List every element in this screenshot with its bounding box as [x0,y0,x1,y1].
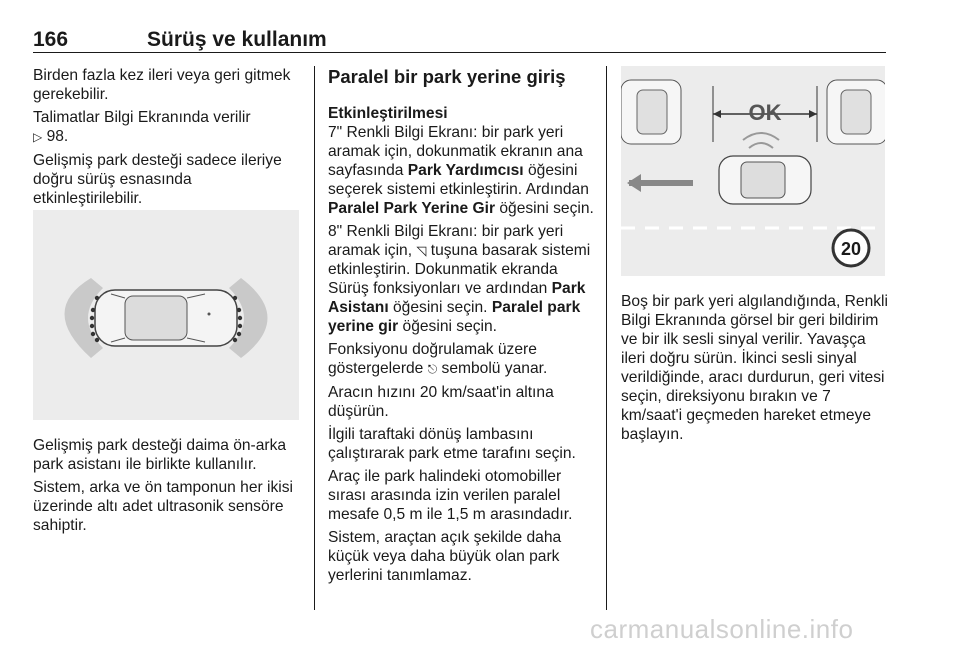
reference-arrow-icon[interactable]: ▷ [33,130,43,144]
section-heading: Paralel bir park yerine giriş [328,66,566,87]
column-divider-right [606,66,607,610]
paragraph: Gelişmiş park desteği daima ön-arka park asistanı ile birlikte kullanılır. [33,437,287,473]
left-column-lower [33,436,303,539]
menu-item-park-assist: Park Yardımcısı [407,162,524,179]
parallel-parking-figure [621,66,885,276]
paragraph: Sistem, araçtan açık şekilde daha küçük veya daha büyük olan park yerlerini tanımlamaz. [328,529,562,584]
paragraph: Sistem, arka ve ön tamponun her ikisi üzerinde altı adet ultrasonik sensöre sahiptir. [33,479,294,534]
paragraph: Boş bir park yeri algılandığında, Renkli Bilgi Ekranında görsel bir geri bildirim ve bir ilk sesli sinyal verilir. Yavaşça ileri doğru sürün. İkinci sesli sinyal verildiğinde, aracı durdurun, geri vitesi seçin, direksiyonu bırakın ve 7 km/saat'i geçmeden hareket etmeye başlayın. [621,293,888,443]
speed-limit-value: 20 [840,239,862,259]
parking-scene-illustration [621,66,885,276]
page-number: 166 [33,28,69,51]
watermark: carmanualsonline.info [590,614,854,644]
menu-item-park-assistant: Park Asistanı [328,280,586,316]
left-column [33,66,303,212]
car-wheel-icon: ◹ [416,243,427,258]
header-rule [33,52,886,53]
page-header [33,28,886,52]
page-reference[interactable]: 98. [46,128,69,145]
menu-item-parallel-park: Paralel Park Yerine Gir [328,200,496,217]
paragraph: Araç ile park halindeki otomobiller sırası arasında izin verilen paralel mesafe 0,5 m ile 1,5 m arasındadır. [328,468,573,523]
car-roof [125,296,187,340]
paragraph: Aracın hızını 20 km/saat'in altına düşürün. [328,384,554,420]
section-title: Sürüş ve kullanım [147,28,327,51]
parking-car-symbol-icon: ⎋ [427,362,438,376]
paragraph [33,108,303,147]
ok-label: OK [748,100,782,125]
right-column [621,292,889,448]
menu-item-enter-parallel: Paralel park yerine gir [328,299,581,335]
paragraph: Fonksiyonu doğrulamak üzere göstergelerde ⎋ sembolü yanar. [328,341,548,377]
sensor-zones-figure [33,210,299,420]
column-divider-left [314,66,315,610]
car-top-view-illustration [33,210,299,420]
paragraph: Gelişmiş park desteği sadece ileriye doğru sürüş esnasında etkinleştirilebilir. [33,152,282,207]
paragraph: 8" Renkli Bilgi Ekranı: bir park yeri aramak için, ◹ tuşuna basarak sistemi etkinleştirin. Dokunmatik ekranda Sürüş fonksiyonları ve ardından Park Asistanı öğesini seçin. Paralel park yerine gir öğesini seçin. [328,223,591,335]
subheading: Etkinleştirilmesi [328,105,448,122]
paragraph-text: Talimatlar Bilgi Ekranında verilir [33,109,251,126]
middle-column [328,66,600,589]
paragraph: 7" Renkli Bilgi Ekranı: bir park yeri aramak için, dokunmatik ekranın ana sayfasında Park Yardımcısı öğesini seçerek sistemi etkinleştirin. Ardından Paralel Park Yerine Gir öğesini seçin. [328,124,594,217]
paragraph: İlgili taraftaki dönüş lambasını çalıştırarak park etme tarafını seçin. [328,426,576,462]
direction-arrow-icon [627,174,641,192]
paragraph: Birden fazla kez ileri veya geri gitmek gerekebilir. [33,67,291,103]
